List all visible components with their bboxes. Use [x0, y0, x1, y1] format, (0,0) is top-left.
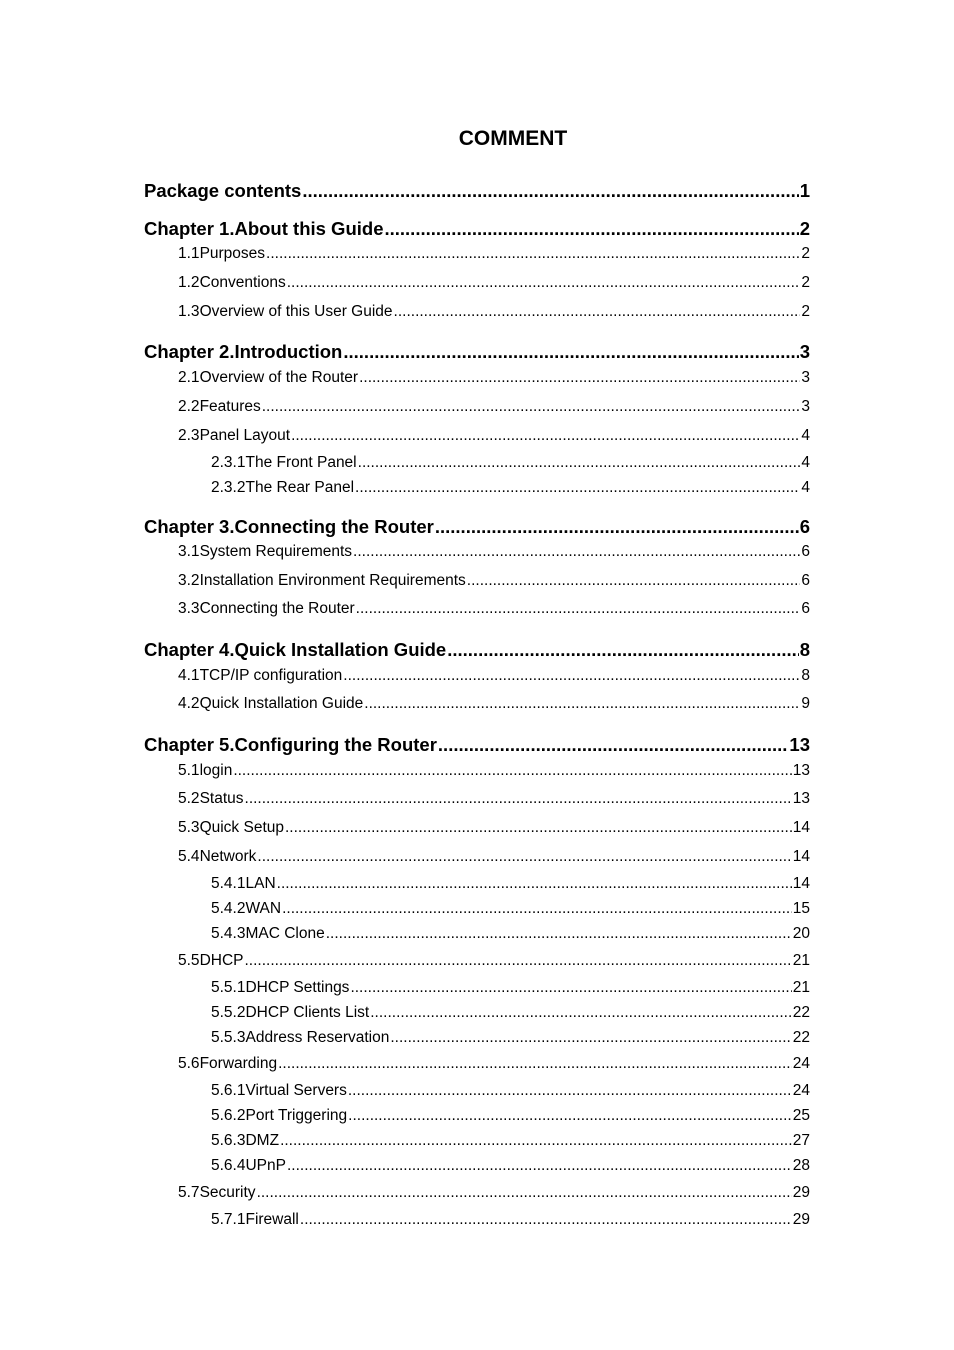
- toc-entry-label: Network: [199, 848, 257, 865]
- dot-leader: [359, 369, 800, 387]
- toc-entry[interactable]: [178, 245, 810, 263]
- toc-entry-page-number: 2: [799, 218, 810, 239]
- dot-leader: [390, 1029, 791, 1047]
- toc-entry-number: 5.7.1: [211, 1211, 246, 1228]
- dot-leader: [285, 819, 792, 837]
- toc-entry-page-number: 14: [792, 848, 810, 865]
- toc-entry-page-number: 2: [801, 303, 810, 320]
- toc-entry-number: 1.1: [178, 245, 200, 262]
- toc-entry-label: The Rear Panel: [245, 479, 355, 496]
- toc-entry[interactable]: [178, 398, 810, 416]
- toc-entry[interactable]: [178, 1184, 810, 1202]
- toc-entry[interactable]: [211, 900, 810, 918]
- toc-entry-number: 5.3: [178, 819, 200, 836]
- toc-entry-label: TCP/IP configuration: [199, 667, 343, 684]
- toc-entry-number: 5.6.4: [211, 1157, 246, 1174]
- toc-entry-number: 5.6.2: [211, 1107, 246, 1124]
- toc-entry-page-number: 9: [801, 695, 810, 712]
- toc-entry-label: Connecting the Router: [234, 516, 434, 537]
- toc-entry-page-number: 20: [792, 925, 810, 942]
- toc-entry[interactable]: [178, 819, 810, 837]
- dot-leader: [348, 1107, 792, 1125]
- dot-leader: [370, 1004, 792, 1022]
- toc-entry-number: 1.3: [178, 303, 200, 320]
- dot-leader: [447, 639, 798, 661]
- toc-entry[interactable]: [144, 180, 810, 202]
- toc-entry[interactable]: [178, 952, 810, 970]
- toc-entry-page-number: 14: [792, 819, 810, 836]
- dot-leader: [438, 734, 789, 756]
- toc-entry-label: Installation Environment Requirements: [199, 572, 466, 589]
- toc-entry-label: Package contents: [144, 180, 302, 201]
- toc-entry[interactable]: [211, 979, 810, 997]
- toc-entry-label: Firewall: [245, 1211, 299, 1228]
- dot-leader: [435, 516, 799, 538]
- toc-entry[interactable]: [144, 639, 810, 661]
- toc-entry-page-number: 3: [801, 398, 810, 415]
- dot-leader: [356, 600, 801, 618]
- toc-entry[interactable]: [178, 427, 810, 445]
- toc-entry-number: 5.7: [178, 1184, 200, 1201]
- toc-entry-page-number: 25: [792, 1107, 810, 1124]
- toc-entry-page-number: 6: [801, 600, 810, 617]
- toc-entry-number: 3.2: [178, 572, 200, 589]
- toc-entry-page-number: 29: [792, 1184, 810, 1201]
- toc-entry-number: 5.6.3: [211, 1132, 246, 1149]
- toc-entry-number: 5.4.2: [211, 900, 246, 917]
- toc-entry-page-number: 6: [799, 516, 810, 537]
- toc-entry-page-number: 15: [792, 900, 810, 917]
- toc-entry[interactable]: [178, 572, 810, 590]
- toc-entry-page-number: 2: [801, 274, 810, 291]
- dot-leader: [244, 952, 791, 970]
- toc-entry-number: 1.2: [178, 274, 200, 291]
- toc-entry-page-number: 4: [801, 454, 810, 471]
- toc-entry-page-number: 3: [799, 341, 810, 362]
- dot-leader: [245, 790, 792, 808]
- toc-entry-label: LAN: [245, 875, 276, 892]
- toc-entry[interactable]: [178, 695, 810, 713]
- dot-leader: [348, 1082, 792, 1100]
- dot-leader: [353, 543, 800, 561]
- toc-entry-number: 5.6.1: [211, 1082, 246, 1099]
- dot-leader: [277, 875, 792, 893]
- toc-entry-page-number: 21: [792, 979, 810, 996]
- dot-leader: [233, 762, 791, 780]
- dot-leader: [302, 180, 798, 202]
- dot-leader: [257, 1184, 792, 1202]
- toc-entry-label: Port Triggering: [245, 1107, 348, 1124]
- toc-entry-label: Status: [199, 790, 244, 807]
- toc-entry-number: 5.6: [178, 1055, 200, 1072]
- toc-entry-number: 5.2: [178, 790, 200, 807]
- toc-entry-number: 3.3: [178, 600, 200, 617]
- toc-entry-label: The Front Panel: [245, 454, 357, 471]
- toc-entry-number: Chapter 2.: [144, 341, 235, 362]
- toc-entry[interactable]: [178, 274, 810, 292]
- toc-entry[interactable]: [178, 369, 810, 387]
- dot-leader: [300, 1211, 792, 1229]
- toc-entry[interactable]: [211, 479, 810, 497]
- toc-entry-label: MAC Clone: [245, 925, 325, 942]
- toc-entry-page-number: 8: [801, 667, 810, 684]
- toc-entry[interactable]: [211, 454, 810, 472]
- toc-entry-number: 2.2: [178, 398, 200, 415]
- dot-leader: [326, 925, 792, 943]
- toc-entry-label: About this Guide: [234, 218, 384, 239]
- dot-leader: [467, 572, 801, 590]
- toc-entry-number: Chapter 5.: [144, 734, 235, 755]
- toc-entry[interactable]: [211, 875, 810, 893]
- toc-entry[interactable]: [178, 543, 810, 561]
- toc-entry-page-number: 14: [792, 875, 810, 892]
- toc-entry-label: DMZ: [245, 1132, 280, 1149]
- toc-entry-label: DHCP Settings: [245, 979, 350, 996]
- toc-entry-page-number: 2: [801, 245, 810, 262]
- dot-leader: [262, 398, 801, 416]
- toc-entry-number: Chapter 3.: [144, 516, 235, 537]
- dot-leader: [287, 274, 801, 292]
- toc-entry[interactable]: [178, 848, 810, 866]
- toc-entry[interactable]: [211, 1029, 810, 1047]
- toc-entry-page-number: 13: [792, 790, 810, 807]
- toc-entry[interactable]: [178, 303, 810, 321]
- toc-entry-page-number: 8: [799, 639, 810, 660]
- page-title: COMMENT: [458, 127, 568, 150]
- toc-entry-label: DHCP: [199, 952, 244, 969]
- dot-leader: [343, 341, 798, 363]
- toc-entry-label: Virtual Servers: [245, 1082, 347, 1099]
- toc-entry-number: 5.4.3: [211, 925, 246, 942]
- toc-entry-number: 5.1: [178, 762, 200, 779]
- toc-entry-label: Panel Layout: [199, 427, 291, 444]
- dot-leader: [282, 900, 792, 918]
- toc-entry[interactable]: [178, 762, 810, 780]
- toc-entry-number: Chapter 1.: [144, 218, 235, 239]
- toc-entry-label: Quick Setup: [199, 819, 284, 836]
- toc-entry-number: 5.4.1: [211, 875, 246, 892]
- dot-leader: [266, 245, 800, 263]
- dot-leader: [350, 979, 791, 997]
- toc-entry[interactable]: [178, 1055, 810, 1073]
- toc-entry-page-number: 1: [799, 180, 810, 201]
- toc-entry-label: System Requirements: [199, 543, 353, 560]
- toc-entry[interactable]: [144, 341, 810, 363]
- toc-entry[interactable]: [211, 1211, 810, 1229]
- dot-leader: [257, 848, 791, 866]
- toc-entry-number: 5.5.1: [211, 979, 246, 996]
- toc-entry[interactable]: [178, 667, 810, 685]
- dot-leader: [364, 695, 800, 713]
- toc-entry-label: Security: [199, 1184, 256, 1201]
- toc-entry-page-number: 13: [792, 762, 810, 779]
- toc-entry-label: DHCP Clients List: [245, 1004, 370, 1021]
- toc-entry-page-number: 24: [792, 1082, 810, 1099]
- toc-entry-page-number: 24: [792, 1055, 810, 1072]
- dot-leader: [287, 1157, 792, 1175]
- toc-entry-page-number: 6: [801, 572, 810, 589]
- toc-entry-number: 3.1: [178, 543, 200, 560]
- dot-leader: [384, 218, 798, 240]
- toc-entry-page-number: 6: [801, 543, 810, 560]
- toc-entry[interactable]: [144, 218, 810, 240]
- toc-entry-label: Introduction: [234, 341, 343, 362]
- toc-entry-page-number: 4: [801, 479, 810, 496]
- toc-entry-label: Conventions: [199, 274, 286, 291]
- dot-leader: [394, 303, 801, 321]
- toc-entry-number: 5.5.2: [211, 1004, 246, 1021]
- toc-entry-label: Overview of this User Guide: [199, 303, 393, 320]
- toc-entry-number: Chapter 4.: [144, 639, 235, 660]
- toc-entry[interactable]: [144, 734, 810, 756]
- toc-entry-label: WAN: [245, 900, 282, 917]
- toc-entry[interactable]: [211, 1107, 810, 1125]
- toc-entry[interactable]: [211, 1004, 810, 1022]
- dot-leader: [355, 479, 800, 497]
- toc-entry-label: UPnP: [245, 1157, 286, 1174]
- toc-entry[interactable]: [144, 516, 810, 538]
- toc-entry-label: Overview of the Router: [199, 369, 359, 386]
- toc-entry-number: 4.1: [178, 667, 200, 684]
- dot-leader: [358, 454, 801, 472]
- toc-entry-page-number: 27: [792, 1132, 810, 1149]
- toc-entry-label: Quick Installation Guide: [199, 695, 364, 712]
- toc-entry-label: Features: [199, 398, 261, 415]
- toc-entry-page-number: 29: [792, 1211, 810, 1228]
- toc-entry-label: Configuring the Router: [234, 734, 437, 755]
- toc-entry-label: Address Reservation: [245, 1029, 390, 1046]
- toc-entry-number: 5.5.3: [211, 1029, 246, 1046]
- toc-entry[interactable]: [178, 600, 810, 618]
- dot-leader: [291, 427, 800, 445]
- toc-entry[interactable]: [211, 1132, 810, 1150]
- toc-entry-label: Quick Installation Guide: [234, 639, 447, 660]
- toc-entry[interactable]: [211, 925, 810, 943]
- toc-entry-number: 2.1: [178, 369, 200, 386]
- toc-entry-page-number: 28: [792, 1157, 810, 1174]
- dot-leader: [280, 1132, 792, 1150]
- toc-entry-number: 2.3.1: [211, 454, 246, 471]
- dot-leader: [278, 1055, 792, 1073]
- toc-entry-label: Forwarding: [199, 1055, 278, 1072]
- toc-entry-number: 2.3.2: [211, 479, 246, 496]
- toc-entry-label: login: [199, 762, 233, 779]
- toc-entry-page-number: 13: [789, 734, 810, 755]
- toc-entry-page-number: 21: [792, 952, 810, 969]
- toc-entry-number: 5.5: [178, 952, 200, 969]
- toc-entry-number: 2.3: [178, 427, 200, 444]
- toc-entry-page-number: 22: [792, 1004, 810, 1021]
- toc-entry[interactable]: [178, 790, 810, 808]
- toc-entry-page-number: 22: [792, 1029, 810, 1046]
- toc-entry-number: 4.2: [178, 695, 200, 712]
- toc-entry[interactable]: [211, 1082, 810, 1100]
- toc-entry-label: Connecting the Router: [199, 600, 355, 617]
- toc-entry-page-number: 3: [801, 369, 810, 386]
- dot-leader: [343, 667, 800, 685]
- toc-entry-label: Purposes: [199, 245, 266, 262]
- toc-entry[interactable]: [211, 1157, 810, 1175]
- toc-entry-page-number: 4: [801, 427, 810, 444]
- toc-entry-number: 5.4: [178, 848, 200, 865]
